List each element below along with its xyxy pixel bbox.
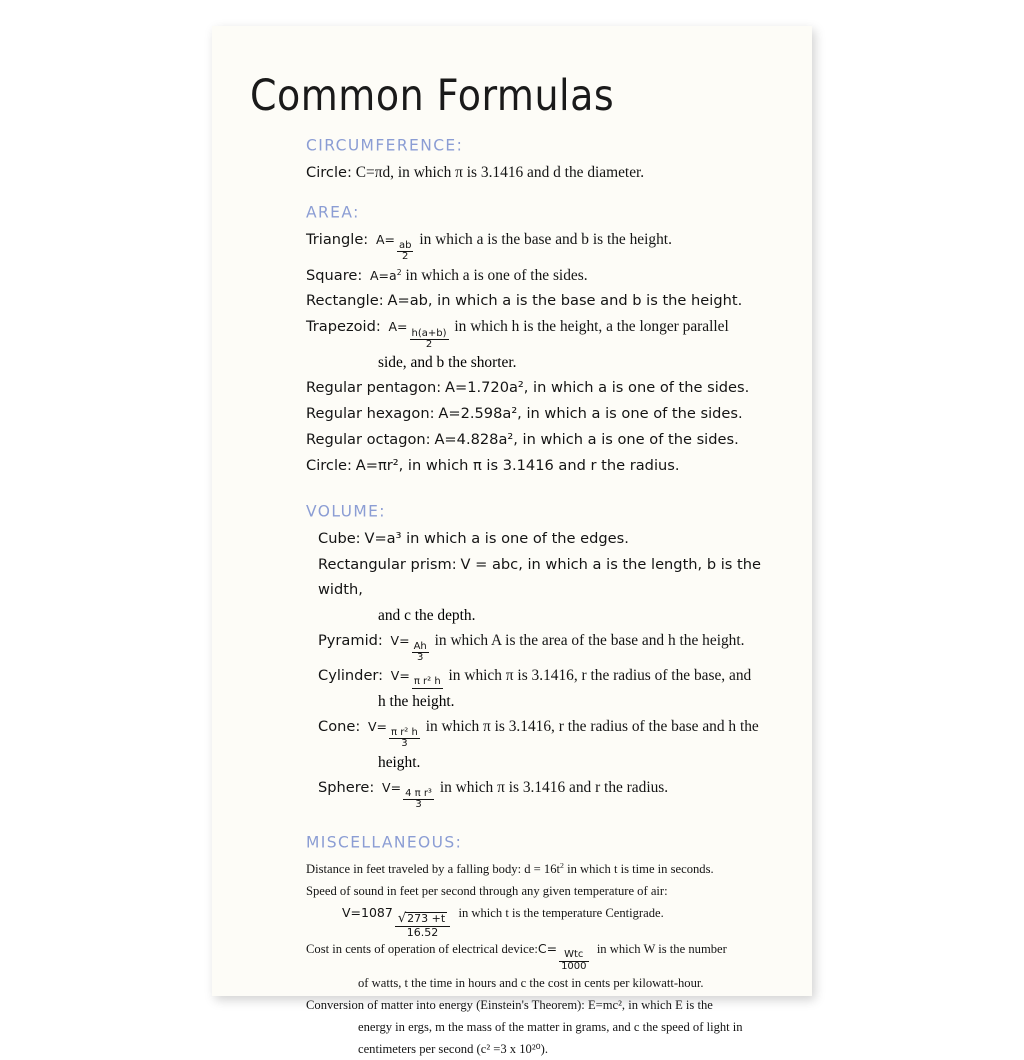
formula-equation: V= $\frac{Ah}{3}$ [390,632,427,663]
formula-line [318,664,778,689]
formula-label: Cylinder: [318,667,384,685]
formula-text: V = abc, in which a is the length, b is the width, [318,555,761,598]
formula-text: in which t is the temperature Centigrade. [458,906,664,921]
formula-equation: C= $\frac{\text{Wtc}}{1000}$ [537,941,587,972]
formula-equation: V= $\frac{\text{4 π r³}}{3}$ [382,779,432,810]
formula-text: Conversion of matter into energy (Einstein's Theorem): E=mc², in which E is the [306,997,713,1012]
formula-exponent: 2 [560,860,564,870]
formula-line [318,776,778,811]
formula-equation: A= $\frac{ab}{2}$ [375,231,412,263]
formula-line [306,454,778,479]
formula-equation: V=1087 $\frac{√273 +t}{16.52}$ [342,905,452,920]
page-title: Common Formulas [250,70,615,121]
formula-text: V=a³ in which a is one of the edges. [364,529,629,547]
formula-sheet [212,26,812,1056]
formula-equation: V= π r² h [390,668,441,688]
formula-label: Rectangular prism: [318,555,457,573]
formula-text: in which h is the height, a the longer parallel [454,318,729,336]
formula-line [306,880,778,902]
formula-label: Regular hexagon: [306,404,435,422]
formula-line [306,264,778,289]
formula-text: A=1.720a², in which a is one of the sides. [445,378,750,396]
formula-continuation: and c the depth. [378,606,476,624]
formula-equation: V= $\frac{\text{π r² h}}{3}$ [367,719,418,750]
formula-line [318,715,778,750]
formula-text: in which a is the base and b is the height. [419,230,672,248]
formula-equation: $A=a^2$ [370,267,402,283]
formula-text: in which π is 3.1416, r the radius of the base and h the [425,718,759,736]
formula-label: Cube: [318,529,361,547]
formula-line [306,428,778,453]
formula-line [306,402,778,427]
formula-text: C=πd, in which π is 3.1416 and d the diameter. [355,164,645,181]
formula-label: Cone: [318,718,361,736]
formula-label: Regular octagon: [306,430,431,448]
formula-label: Square: [306,266,363,284]
formula-text: A=πr², in which π is 3.1416 and r the radius. [355,456,680,474]
formula-text: Speed of sound in feet per second through any given temperature of air: [306,884,668,899]
formula-line [318,553,778,603]
formula-continuation: height. [378,753,421,771]
section-heading-area: AREA: [306,202,360,222]
formula-line [306,289,778,314]
formula-label: Sphere: [318,778,375,796]
formula-line [306,315,778,350]
formula-text: A=ab, in which a is the base and b is the height. [387,292,743,310]
formula-line [306,858,778,880]
formula-line [306,938,778,972]
formula-text: in which π is 3.1416 and r the radius. [439,778,669,796]
formula-text-2: in which t is time in seconds. [567,862,714,877]
formula-line [306,228,778,263]
formula-text: in which a is one of the sides. [405,266,588,284]
formula-label: Circle: [306,456,352,474]
formula-label: Rectangle: [306,292,384,310]
formula-label: Circle: [306,164,352,181]
formula-label: Trapezoid: [306,318,381,336]
formula-line [306,161,778,186]
formula-equation: A= $\frac{h(a+b)}{2}$ [388,319,447,350]
formula-label: Triangle: [306,230,369,248]
section-heading-miscellaneous: MISCELLANEOUS: [306,833,463,853]
section-heading-circumference: CIRCUMFERENCE: [306,136,464,155]
formula-continuation: energy in ergs, m the mass of the matter in grams, and c the speed of light in [358,1019,743,1034]
formula-label: Regular pentagon: [306,378,442,396]
formula-line [306,376,778,401]
section-heading-volume: VOLUME: [306,501,386,521]
formula-continuation: side, and b the shorter. [378,353,517,371]
formula-line [318,527,778,552]
formula-text-2: in which W is the number [596,942,727,957]
formula-text: in which π is 3.1416, r the radius of the base, and [448,667,752,685]
formula-label: Pyramid: [318,631,383,649]
formula-text: Distance in feet traveled by a falling body: d = 16t [306,862,561,877]
formula-continuation: of watts, t the time in hours and c the cost in cents per kilowatt-hour. [358,975,704,990]
formula-continuation-2: centimeters per second (c² =3 x 10²⁰). [358,1041,549,1056]
formula-text: in which A is the area of the base and h the height. [434,631,745,649]
formula-line [306,994,778,1016]
document-body [212,110,812,1060]
formula-text: Cost in cents of operation of electrical device: [306,942,538,957]
formula-text: A=2.598a², in which a is one of the sides. [438,404,743,422]
formula-line [318,629,778,664]
formula-text: A=4.828a², in which a is one of the sides. [434,430,739,448]
formula-continuation: h the height. [378,693,455,711]
formula-line [342,902,778,938]
